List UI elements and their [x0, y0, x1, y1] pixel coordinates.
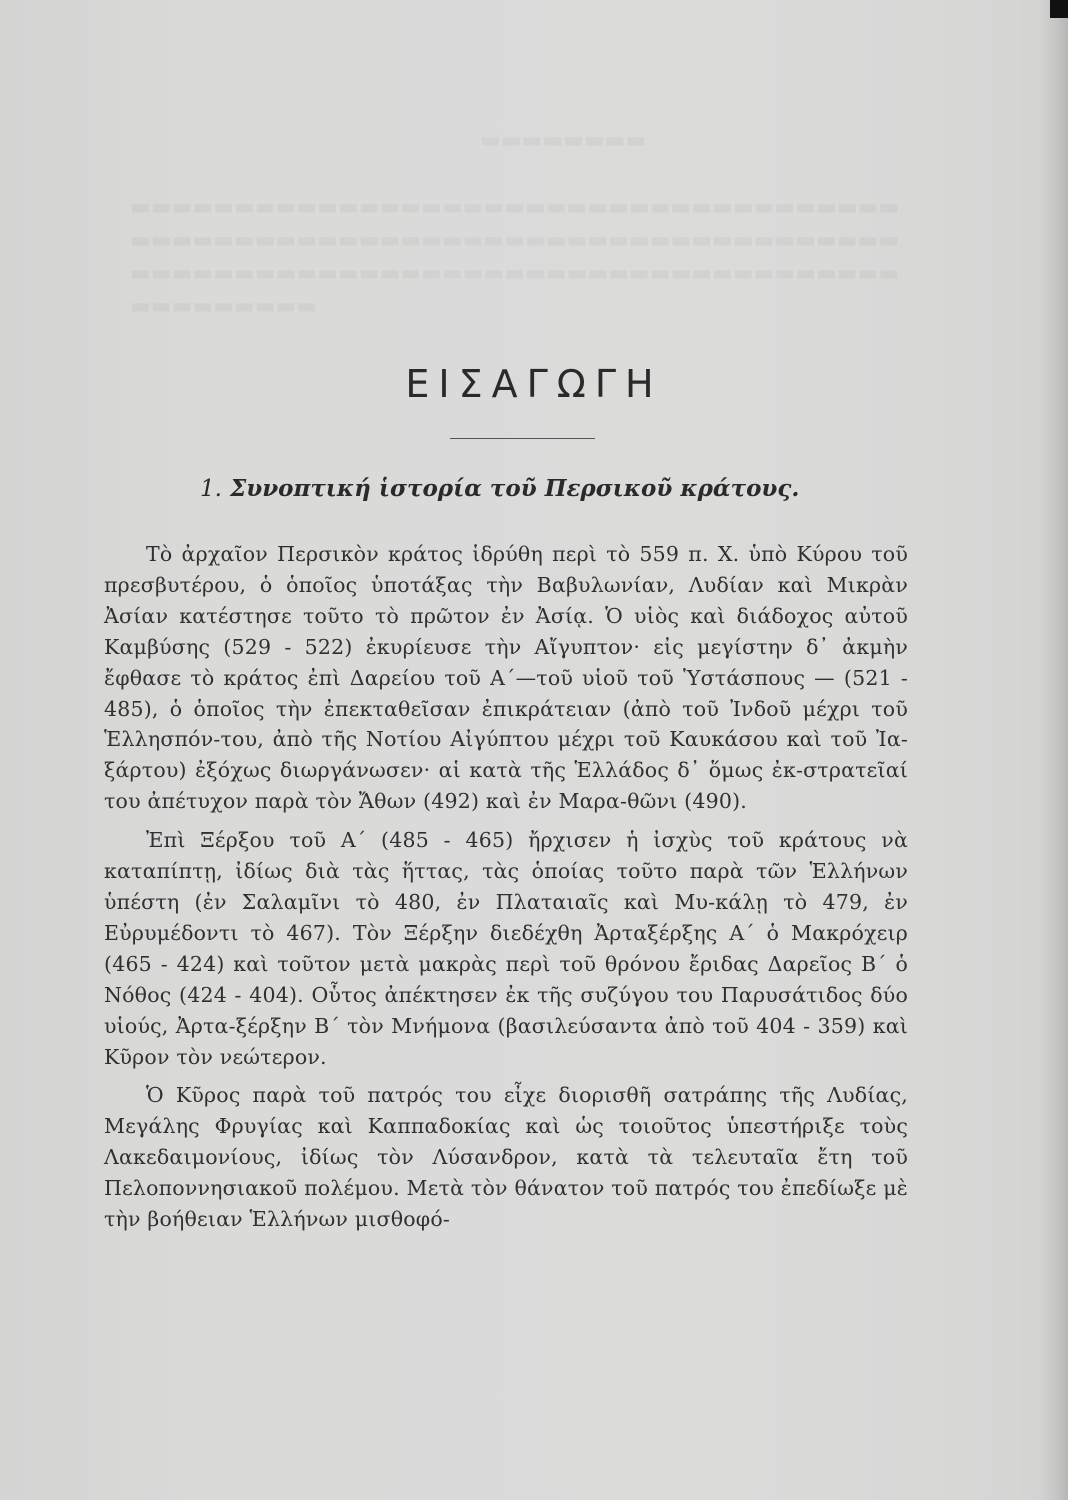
bleed-through-line: ▬▬▬▬▬▬▬▬▬▬▬▬▬▬▬▬▬▬▬▬▬▬▬▬▬▬▬▬▬▬▬▬▬▬▬▬▬ — [130, 195, 900, 220]
bleed-through-line: ▬▬▬▬▬▬▬▬ — [480, 128, 647, 153]
bleed-through-line: ▬▬▬▬▬▬▬▬▬▬▬▬▬▬▬▬▬▬▬▬▬▬▬▬▬▬▬▬▬▬▬▬▬▬▬▬▬ — [130, 261, 900, 286]
page-edge-shadow — [1042, 0, 1068, 1500]
page-title: ΕΙΣΑΓΩΓΗ — [405, 362, 663, 406]
section-heading-text: Συνοπτική ἱστορία τοῦ Περσικοῦ κράτους. — [229, 475, 800, 502]
bleed-through-line: ▬▬▬▬▬▬▬▬▬▬▬▬▬▬▬▬▬▬▬▬▬▬▬▬▬▬▬▬▬▬▬▬▬▬▬▬▬ — [130, 228, 900, 253]
paragraph: Ἐπὶ Ξέρξου τοῦ Α΄ (485 - 465) ἤρχισεν ἡ ἰσχὺς τοῦ κράτους νὰ καταπίπτῃ, ἰδίως διὰ τὰς ἥττας, τὰς ὁποίας τοῦτο παρὰ τῶν Ἑλλήνων ὑπέστη (ἐν Σαλαμῖνι τὸ 480, ἐν Πλαταιαῖς καὶ Μυ-κάλῃ τὸ 479, ἐν Εὐρυμέδοντι τὸ 467). Τὸν Ξέρξην διεδέχθη Ἀρταξέρξης Α΄ ὁ Μακρόχειρ (465 - 424) καὶ τοῦτον μετὰ μακρὰς περὶ τοῦ θρόνου ἔριδας Δαρεῖος Β΄ ὁ Νόθος (424 - 404). Οὗτος ἀπέκτησεν ἐκ τῆς συζύγου του Παρυσάτιδος δύο υἱούς, Ἀρτα-ξέρξην Β΄ τὸν Μνήμονα (βασιλεύσαντα ἀπὸ τοῦ 404 - 359) καὶ Κῦρον τὸν νεώτερον. — [104, 828, 908, 1069]
bleed-through-line: ▬▬▬▬▬▬▬▬▬ — [130, 294, 318, 319]
scan-corner-mark — [1050, 0, 1068, 18]
paragraph: Ὁ Κῦρος παρὰ τοῦ πατρός του εἶχε διορισθῆ σατράπης τῆς Λυδίας, Μεγάλης Φρυγίας καὶ Καππαδοκίας καὶ ὡς τοιοῦτος ὑπεστήριξε τοὺς Λακεδαιμονίους, ἰδίως τὸν Λύσανδρον, κατὰ τὰ τελευταῖα ἔτη τοῦ Πελοποννησιακοῦ πολέμου. Μετὰ τὸν θάνατον τοῦ πατρός του ἐπεδίωξε μὲ τὴν βοήθειαν Ἑλλήνων μισθοφό- — [104, 1083, 908, 1232]
section-heading — [200, 475, 900, 502]
paragraph: Τὸ ἀρχαῖον Περσικὸν κράτος ἱδρύθη περὶ τὸ 559 π. Χ. ὑπὸ Κύρου τοῦ πρεσβυτέρου, ὁ ὁποῖος ὑποτάξας τὴν Βαβυλωνίαν, Λυδίαν καὶ Μικρὰν Ἀσίαν κατέστησε τοῦτο τὸ πρῶτον ἐν Ἀσίᾳ. Ὁ υἱὸς καὶ διάδοχος αὐτοῦ Καμβύσης (529 - 522) ἐκυρίευσε τὴν Αἴγυπτον· εἰς μεγίστην δ᾽ ἀκμὴν ἔφθασε τὸ κράτος ἐπὶ Δαρείου τοῦ Α΄—τοῦ υἱοῦ τοῦ Ὑστάσπους — (521 - 485), ὁ ὁποῖος τὴν ἐπεκταθεῖσαν ἐπικράτειαν (ἀπὸ τοῦ Ἰνδοῦ μέχρι τοῦ Ἑλλησπόν-του, ἀπὸ τῆς Νοτίου Αἰγύπτου μέχρι τοῦ Καυκάσου καὶ τοῦ Ἰα-ξάρτου) ἐξόχως διωργάνωσεν· αἱ κατὰ τῆς Ἑλλάδος δ᾽ ὅμως ἐκ-στρατεῖαί του ἀπέτυχον παρὰ τὸν Ἄθων (492) καὶ ἐν Μαρα-θῶνι (490). — [104, 542, 908, 814]
title-rule — [450, 438, 595, 439]
section-number: 1. — [200, 476, 222, 502]
body-text — [104, 539, 908, 1243]
